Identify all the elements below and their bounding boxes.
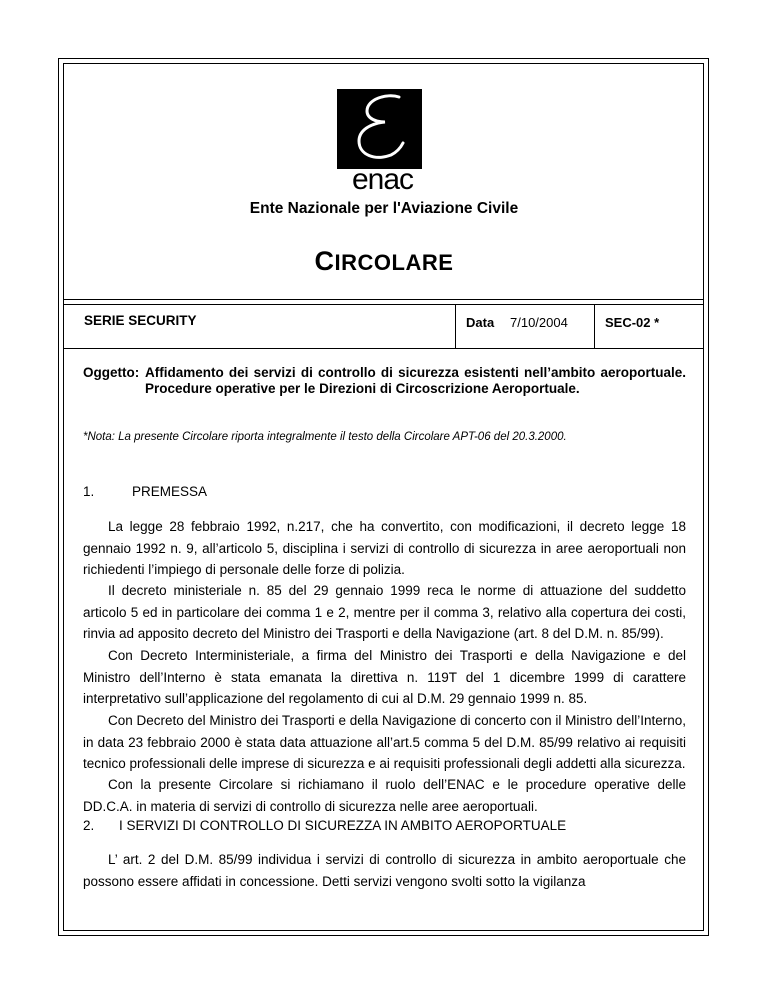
section-1-paragraph-3: Con Decreto Interministeriale, a firma del Ministro dei Trasporti e della Navigazione e del Ministro dell’Interno è stata emanata la direttiva n. 119T del 1 dicembre 1999 di carattere interpretativo sull’applicazione del regolamento di cui al D.M. 29 gennaio 1999 n. 85.	[83, 648, 686, 706]
section-1-paragraph-2: Il decreto ministeriale n. 85 del 29 gennaio 1999 reca le norme di attuazione del suddetto articolo 5 ed in particolare dei comma 1 e 2, mentre per il comma 3, relativo alla copertura dei costi, rinvia ad apposito decreto del Ministro dei Trasporti e della Navigazione (art. 8 del D.M. n. 85/99).	[83, 583, 686, 641]
circular-code: SEC-02 *	[605, 315, 660, 330]
meta-cell-separator-1	[455, 304, 456, 348]
subject-label: Oggetto:	[83, 365, 140, 380]
doc-type-title	[0, 246, 768, 277]
section-1-paragraph-4: Con Decreto del Ministro dei Trasporti e della Navigazione di concerto con il Ministro dell’Interno, in data 23 febbraio 2000 è stata data attuazione all’art.5 comma 5 del D.M. 85/99 relativo ai requisiti tecnico professionali delle imprese di sicurezza e ai requisiti professionali degli addetti alla sicurezza.	[83, 713, 686, 771]
section-1-paragraph-1: La legge 28 febbraio 1992, n.217, che ha convertito, con modificazioni, il decreto legge 18 gennaio 1992 n. 9, all’articolo 5, disciplina i servizi di controllo di sicurezza in aree aeroportuali non richiedenti l’impiego di personale delle forze di polizia.	[83, 519, 686, 577]
doc-type-initial: C	[314, 246, 335, 276]
section-2-paragraph-1: L’ art. 2 del D.M. 85/99 individua i servizi di controllo di sicurezza in ambito aeroportuale che possono essere affidati in concessione. Detti servizi vengono svolti sotto la vigilanza	[83, 852, 686, 889]
brand-name: enac	[351, 163, 414, 196]
serie-label: SERIE SECURITY	[84, 313, 197, 328]
meta-divider	[63, 348, 704, 349]
enac-logo-icon	[337, 89, 422, 169]
section-2-title: I SERVIZI DI CONTROLLO DI SICUREZZA IN AMBITO AEROPORTUALE	[119, 818, 567, 833]
subject-text: Affidamento dei servizi di controllo di sicurezza esistenti nell’ambito aeroportuale. Procedure operative per le Direzioni di Circoscrizione Aeroportuale.	[145, 365, 686, 396]
header-divider	[63, 299, 704, 300]
meta-cell-separator-2	[594, 304, 595, 348]
note: *Nota: La presente Circolare riporta integralmente il testo della Circolare APT-06 del 20.3.2000.	[83, 431, 567, 443]
date-label: Data	[466, 315, 495, 330]
date-value: 7/10/2004	[510, 315, 568, 330]
section-1-number: 1.	[83, 484, 95, 499]
doc-type-rest: IRCOLARE	[334, 250, 454, 275]
section-2-number: 2.	[83, 818, 95, 833]
section-1-paragraph-5: Con la presente Circolare si richiamano il ruolo dell’ENAC e le procedure operative delle DD.C.A. in materia di servizi di controllo di sicurezza nelle aree aeroportuali.	[83, 777, 686, 814]
section-1-title: PREMESSA	[132, 484, 208, 499]
header-divider-double	[63, 304, 704, 305]
organization-name: Ente Nazionale per l'Aviazione Civile	[249, 200, 519, 217]
